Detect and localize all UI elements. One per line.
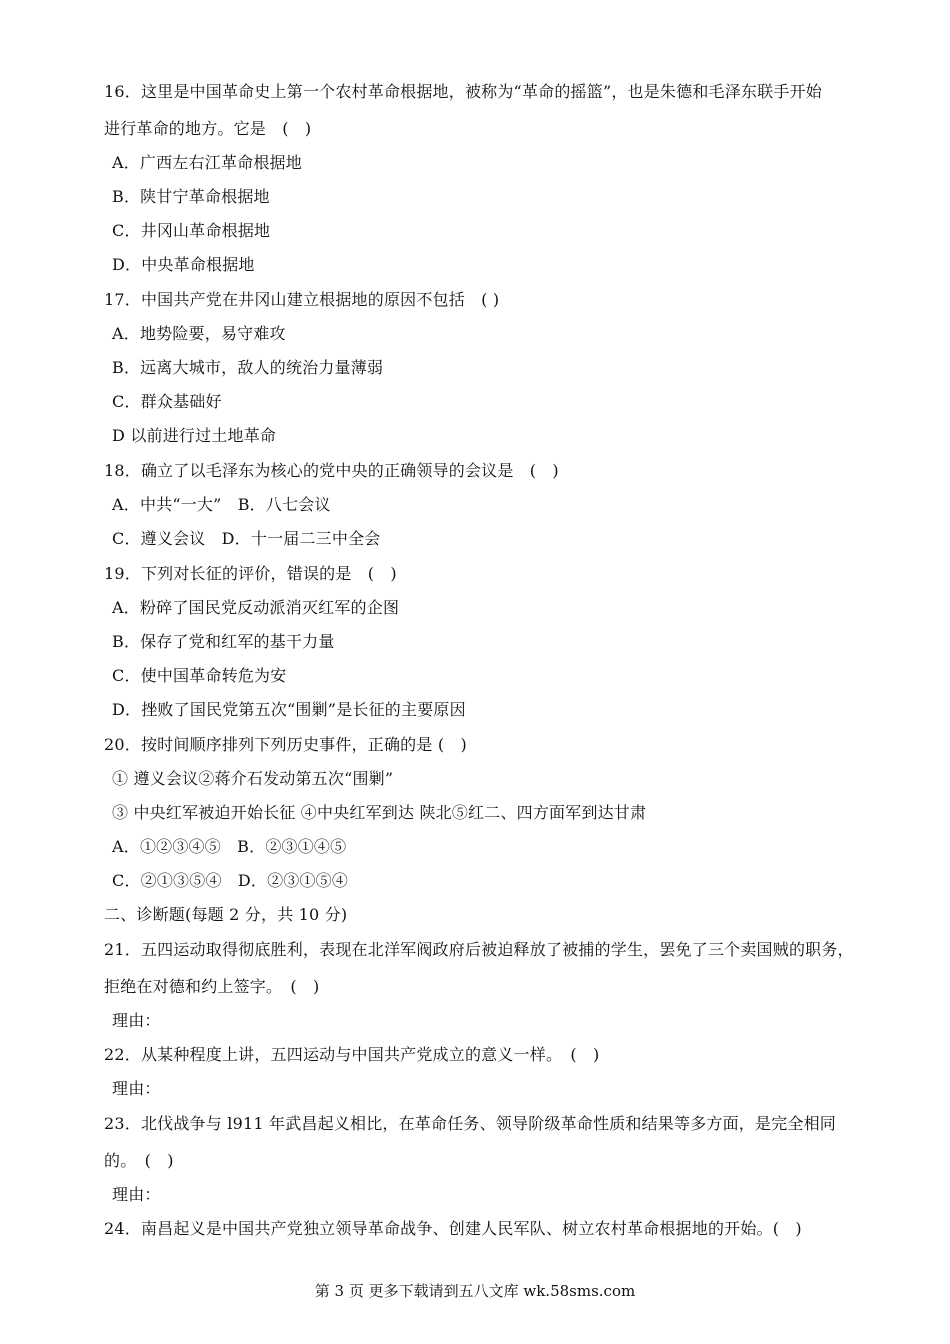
question-16-stem-line-1: 16．这里是中国革命史上第一个农村革命根据地，被称为“革命的摇篮”，也是朱德和毛泽东联手开始 xyxy=(104,82,822,101)
question-23-reason-label: 理由： xyxy=(112,1185,161,1204)
question-19-stem: 19．下列对长征的评价，错误的是 ( ) xyxy=(104,564,397,583)
question-22-reason-label: 理由： xyxy=(112,1079,161,1098)
question-20-options-ab: A．①②③④⑤ B．②③①④⑤ xyxy=(112,837,347,856)
question-19-option-b: B．保存了党和红军的基干力量 xyxy=(112,632,335,651)
question-20-events-1: ① 遵义会议②蒋介石发动第五次“围剿” xyxy=(112,769,394,788)
question-20-options-cd: C．②①③⑤④ D．②③①⑤④ xyxy=(112,871,349,890)
question-21-stem-line-2: 拒绝在对德和约上签字。 ( ) xyxy=(104,977,320,996)
question-20-stem: 20．按时间顺序排列下列历史事件，正确的是 ( ) xyxy=(104,735,467,754)
question-16-option-b: B．陕甘宁革命根据地 xyxy=(112,187,270,206)
question-16-option-a: A．广西左右江革命根据地 xyxy=(112,153,302,172)
question-17-option-a: A．地势险要，易守难攻 xyxy=(112,324,286,343)
question-18-options-cd: C．遵义会议 D．十一届二三中全会 xyxy=(112,529,381,548)
question-16-stem-line-2: 进行革命的地方。它是 ( ) xyxy=(104,119,312,138)
section-heading-diagnosis: 二、诊断题(每题 2 分，共 10 分) xyxy=(104,905,348,924)
question-24-stem: 24．南昌起义是中国共产党独立领导革命战争、创建人民军队、树立农村革命根据地的开始。( ) xyxy=(104,1219,802,1238)
question-16-option-c: C．井冈山革命根据地 xyxy=(112,221,271,240)
question-17-stem: 17．中国共产党在井冈山建立根据地的原因不包括 ( ) xyxy=(104,290,500,309)
question-23-stem-line-1: 23．北伐战争与 l911 年武昌起义相比，在革命任务、领导阶级革命性质和结果等多方面，是完全相同 xyxy=(104,1114,836,1133)
question-16-option-d: D．中央革命根据地 xyxy=(112,255,255,274)
question-23-stem-line-2: 的。 ( ) xyxy=(104,1151,174,1170)
question-18-options-ab: A．中共“一大” B．八七会议 xyxy=(112,495,331,514)
page-footer: 第 3 页 更多下载请到五八文库 wk.58sms.com xyxy=(314,1282,636,1300)
question-22-stem: 22．从某种程度上讲，五四运动与中国共产党成立的意义一样。 ( ) xyxy=(104,1045,600,1064)
question-18-stem: 18．确立了以毛泽东为核心的党中央的正确领导的会议是 ( ) xyxy=(104,461,559,480)
question-20-events-2: ③ 中央红军被迫开始长征 ④中央红军到达 陕北⑤红二、四方面军到达甘肃 xyxy=(112,803,647,822)
question-21-reason-label: 理由： xyxy=(112,1011,161,1030)
question-17-option-c: C．群众基础好 xyxy=(112,392,222,411)
question-19-option-d: D．挫败了国民党第五次“围剿”是长征的主要原因 xyxy=(112,700,466,719)
question-19-option-c: C．使中国革命转危为安 xyxy=(112,666,287,685)
question-17-option-b: B．远离大城市，敌人的统治力量薄弱 xyxy=(112,358,384,377)
question-17-option-d: D 以前进行过土地革命 xyxy=(112,426,277,445)
question-19-option-a: A．粉碎了国民党反动派消灭红军的企图 xyxy=(112,598,400,617)
question-21-stem-line-1: 21．五四运动取得彻底胜利，表现在北洋军阀政府后被迫释放了被捕的学生，罢免了三个卖国贼的职务， xyxy=(104,940,854,959)
